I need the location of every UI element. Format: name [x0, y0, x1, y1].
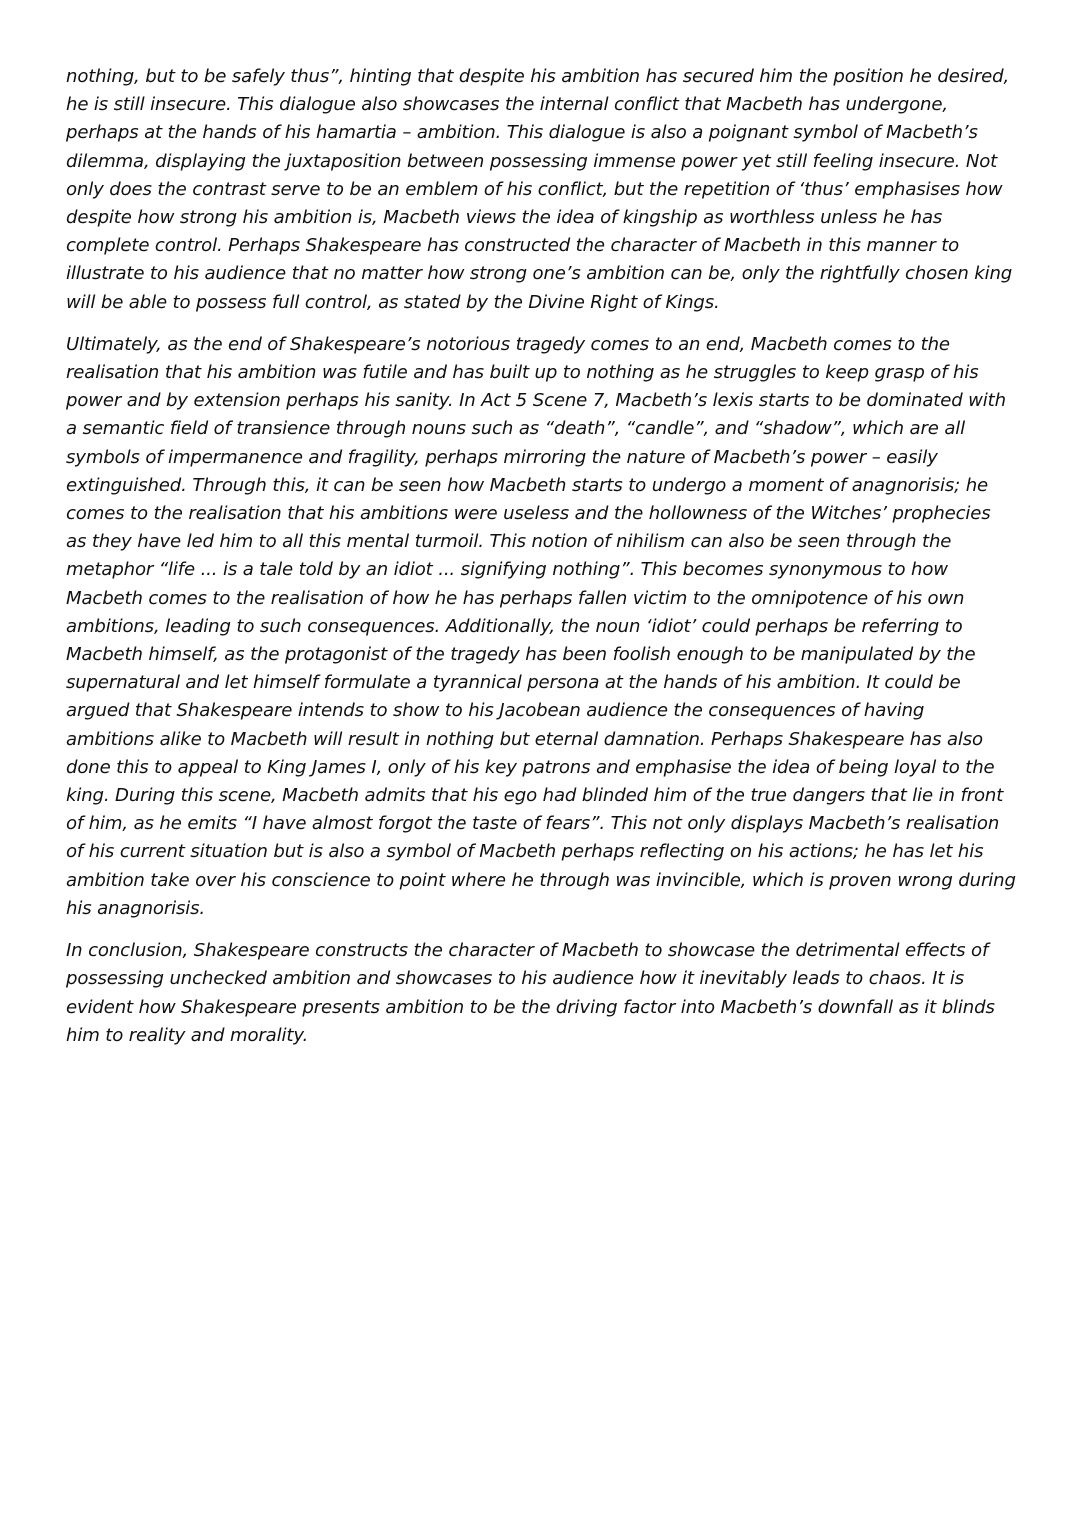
document-page [66, 63, 1016, 1064]
paragraph-anagnorisis: Ultimately, as the end of Shakespeare’s notorious tragedy comes to an end, Macbeth comes to the realisation that his ambition was futile and has built up to nothing as he struggles to keep grasp of his power and by extension perhaps his sanity. In Act 5 Scene 7, Macbeth’s lexis starts to be dominated with a semantic field of transience through nouns such as “death”, “candle”, and “shadow”, which are all symbols of impermanence and fragility, perhaps mirroring the nature of Macbeth’s power – easily extinguished. Through this, it can be seen how Macbeth starts to undergo a moment of anagnorisis; he comes to the realisation that his ambitions were useless and the hollowness of the Witches’ prophecies as they have led him to all this mental turmoil. This notion of nihilism can also be seen through the metaphor “life ... is a tale told by an idiot ... signifying nothing”. This becomes synonymous to how Macbeth comes to the realisation of how he has perhaps fallen victim to the omnipotence of his own ambitions, leading to such consequences. Additionally, the noun ‘idiot’ could perhaps be referring to Macbeth himself, as the protagonist of the tragedy has been foolish enough to be manipulated by the supernatural and let himself formulate a tyrannical persona at the hands of his ambition. It could be argued that Shakespeare intends to show to his Jacobean audience the consequences of having ambitions alike to Macbeth will result in nothing but eternal damnation. Perhaps Shakespeare has also done this to appeal to King James I, only of his key patrons and emphasise the idea of being loyal to the king. During this scene, Macbeth admits that his ego had blinded him of the true dangers that lie in front of him, as he emits “I have almost forgot the taste of fears”. This not only displays Macbeth’s realisation of his current situation but is also a symbol of Macbeth perhaps reflecting on his actions; he has let his ambition take over his conscience to point where he through was invincible, which is proven wrong during his anagnorisis. [66, 333, 1016, 919]
paragraph-conclusion: In conclusion, Shakespeare constructs the character of Macbeth to showcase the detrimental effects of possessing unchecked ambition and showcases to his audience how it inevitably leads to chaos. It is evident how Shakespeare presents ambition to be the driving factor into Macbeth’s downfall as it blinds him to reality and morality. [66, 940, 995, 1046]
paragraph-kingship-insecurity: nothing, but to be safely thus”, hinting that despite his ambition has secured him the position he desired, he is still insecure. This dialogue also showcases the internal conflict that Macbeth has undergone, perhaps at the hands of his hamartia – ambition. This dialogue is also a poignant symbol of Macbeth’s dilemma, displaying the juxtaposition between possessing immense power yet still feeling insecure. Not only does the contrast serve to be an emblem of his conflict, but the repetition of ‘thus’ emphasises how despite how strong his ambition is, Macbeth views the idea of kingship as worthless unless he has complete control. Perhaps Shakespeare has constructed the character of Macbeth in this manner to illustrate to his audience that no matter how strong one’s ambition can be, only the rightfully chosen king will be able to possess full control, as stated by the Divine Right of Kings. [66, 66, 1013, 313]
